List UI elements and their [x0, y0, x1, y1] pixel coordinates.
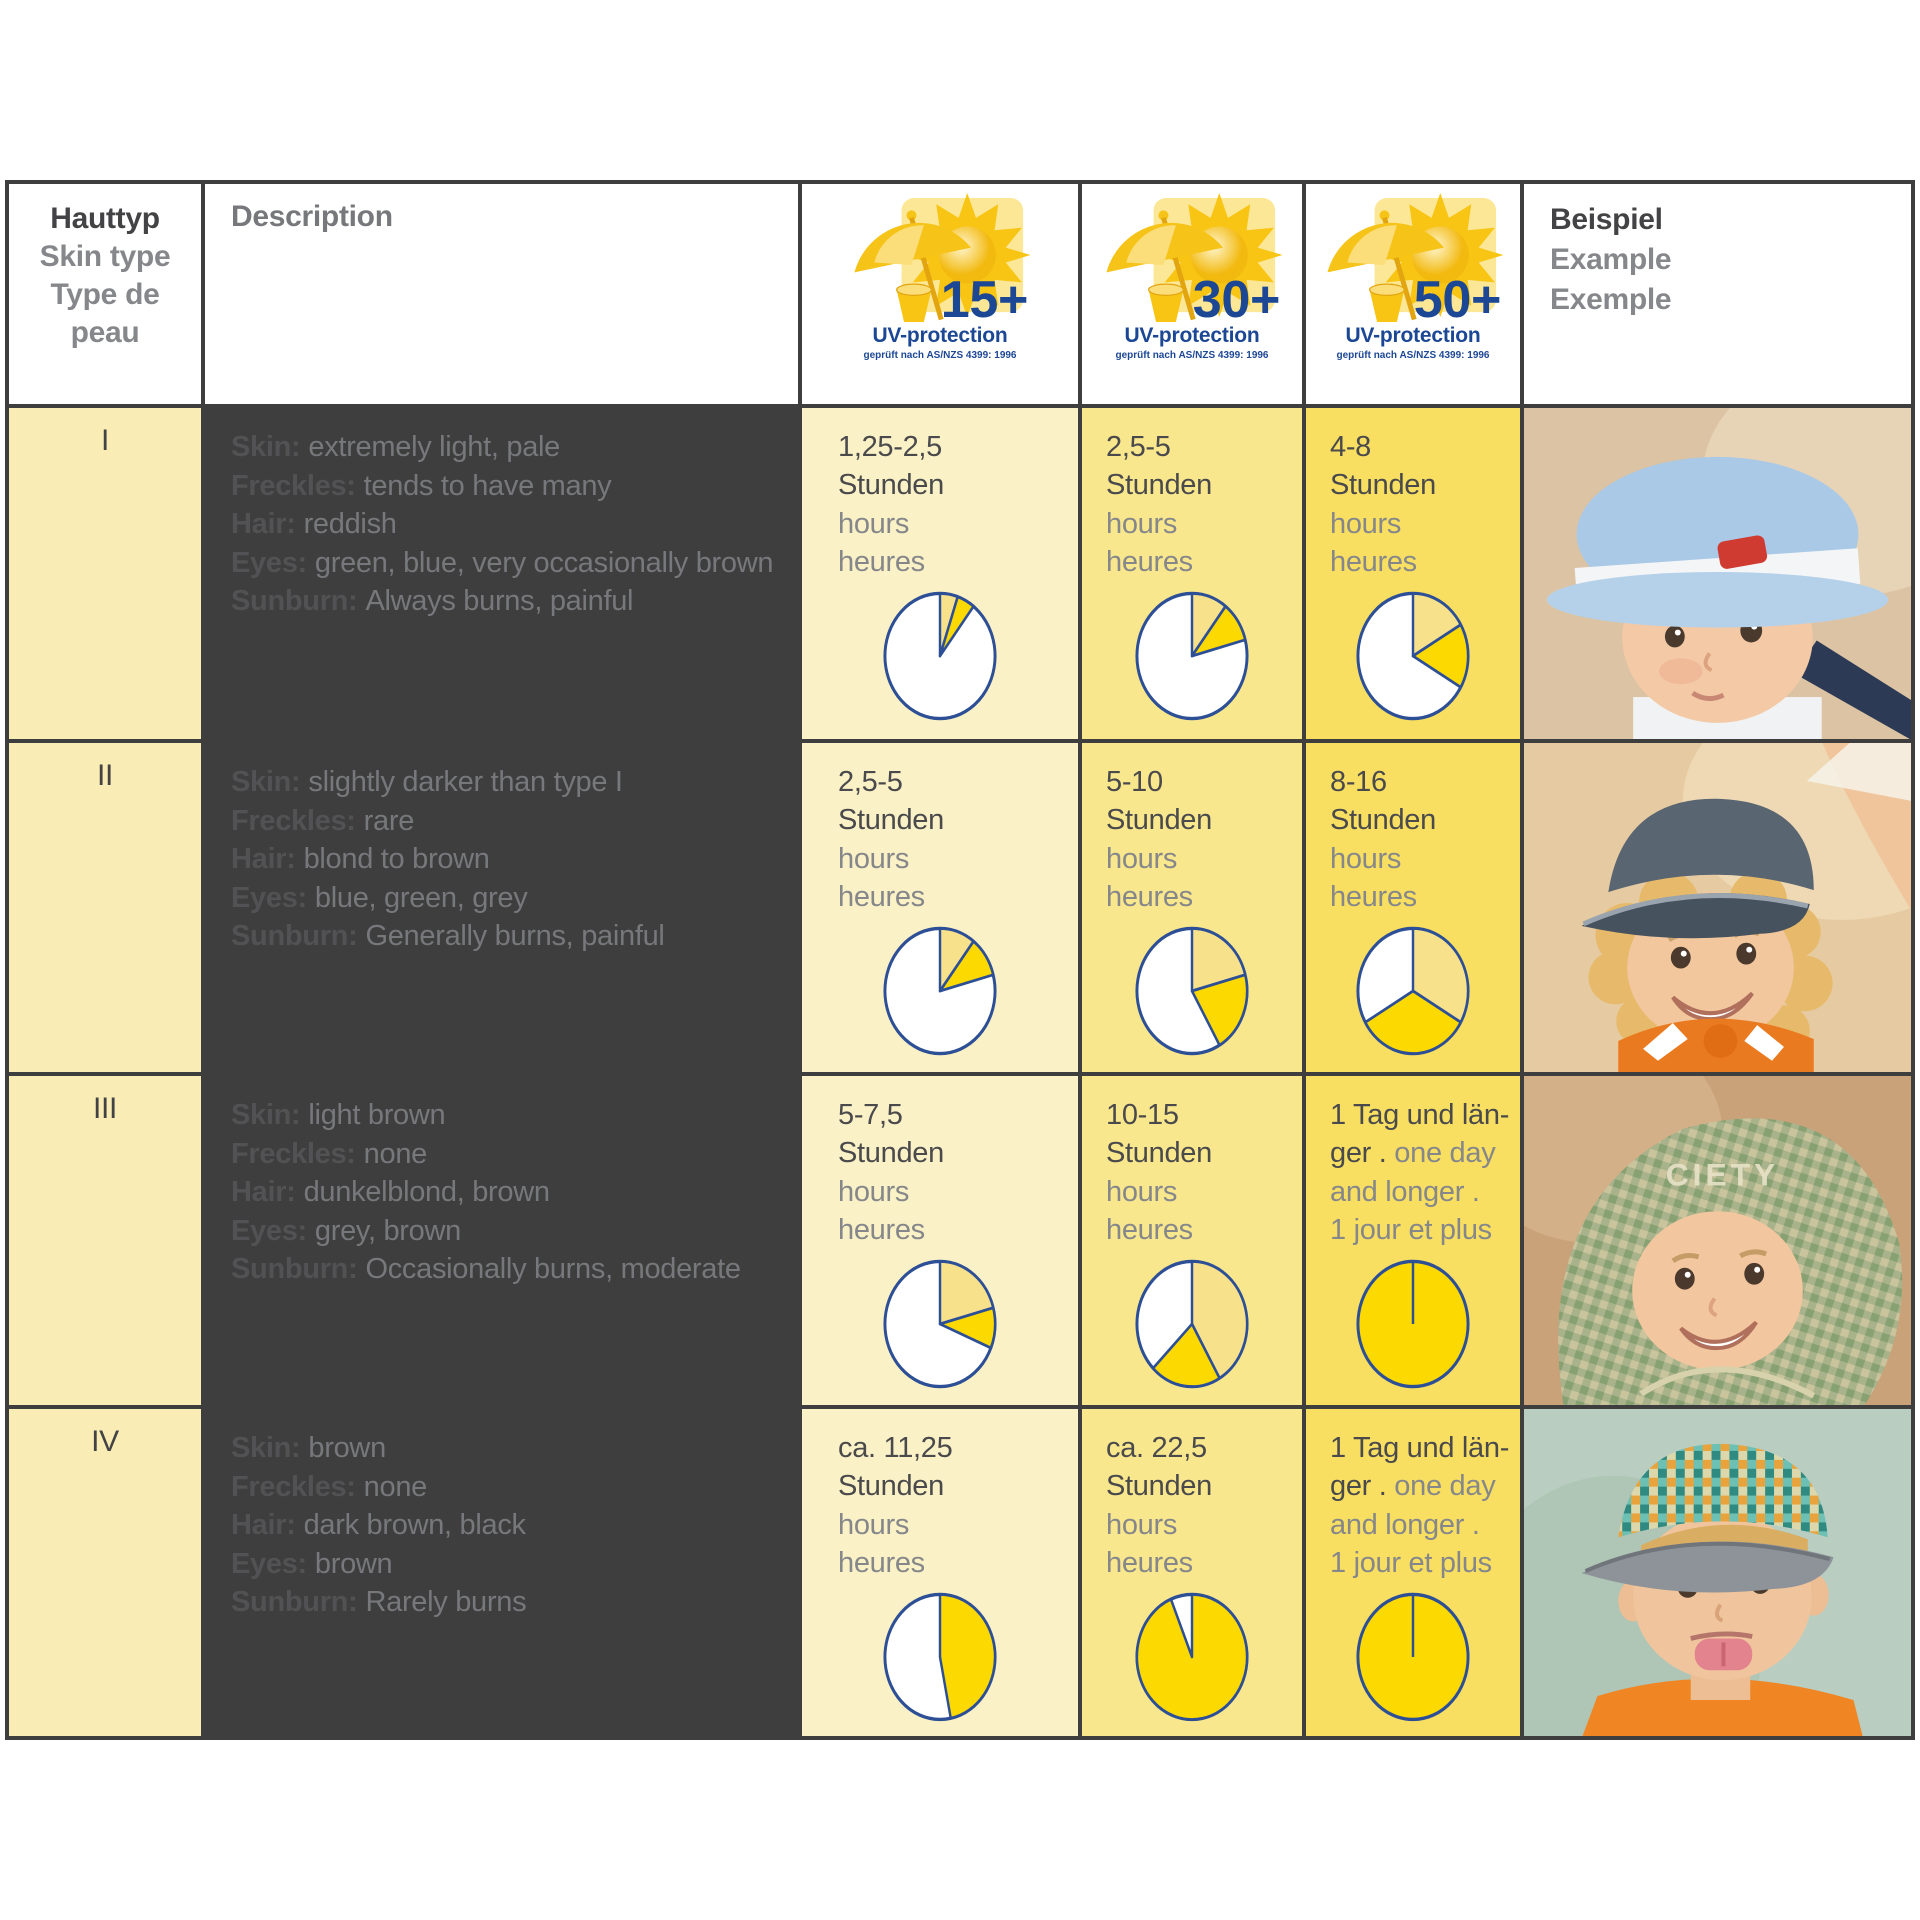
header-example-fr: Exemple: [1550, 282, 1672, 316]
exposure-pie-chart: [881, 1590, 999, 1724]
time-cell-lines: 2,5-5 Stunden hours heures: [1106, 431, 1212, 578]
exposure-pie-chart: [1133, 589, 1251, 723]
uv-protection-label: UV-protection: [1124, 324, 1260, 347]
header-uv30: [1082, 184, 1302, 404]
desc-line-sunburn: Sunburn: Generally burns, painful: [231, 920, 665, 953]
time-cell-lines: 5-7,5 Stunden hours heures: [838, 1099, 944, 1246]
photo-toddler-blue-bucket-hat: [1524, 408, 1911, 739]
time-cell-lines: 10-15 Stunden hours heures: [1106, 1099, 1212, 1246]
desc-line-hair: Hair: dunkelblond, brown: [231, 1176, 550, 1209]
example-photo-type-ii: [1524, 743, 1911, 1072]
row-label-type-ii: II: [9, 743, 201, 1072]
time-cell-ii-50: [1306, 743, 1520, 1072]
header-example-en: Example: [1550, 242, 1672, 276]
header-description-label: Description: [231, 200, 393, 233]
photo-boy-knitted-hood: [1524, 1076, 1911, 1405]
uv-protection-label: UV-protection: [1345, 324, 1481, 347]
photo-boy-grey-cap: [1524, 743, 1911, 1072]
desc-line-skin: Skin: light brown: [231, 1099, 446, 1131]
bucket-icon: [897, 284, 932, 322]
exposure-pie-chart: [1354, 1257, 1472, 1391]
bucket-icon: [1149, 284, 1184, 322]
description-type-iii: [205, 1076, 798, 1405]
description-type-i: [205, 408, 798, 739]
desc-line-skin: Skin: brown: [231, 1432, 386, 1464]
time-cell-i-15: [802, 408, 1078, 739]
desc-line-sunburn: Sunburn: Occasionally burns, moderate: [231, 1253, 741, 1286]
header-uv15: [802, 184, 1078, 404]
desc-line-sunburn: Sunburn: Always burns, painful: [231, 585, 634, 618]
exposure-pie-chart: [1133, 924, 1251, 1058]
exposure-pie-chart: [1354, 1590, 1472, 1724]
desc-line-hair: Hair: blond to brown: [231, 843, 490, 876]
row-label-type-iii: III: [9, 1076, 201, 1405]
desc-line-eyes: Eyes: brown: [231, 1547, 393, 1580]
desc-line-skin: Skin: slightly darker than type I: [231, 766, 623, 798]
header-skin-type-fr: Type de peau: [50, 278, 160, 350]
time-cell-iii-50: [1306, 1076, 1520, 1405]
desc-line-skin: Skin: extremely light, pale: [231, 431, 561, 463]
time-cell-iv-30: [1082, 1409, 1302, 1736]
exposure-pie-chart: [1354, 924, 1472, 1058]
bucket-icon: [1370, 284, 1405, 322]
time-cell-iii-30: [1082, 1076, 1302, 1405]
desc-line-hair: Hair: reddish: [231, 508, 397, 541]
header-uv50: [1306, 184, 1520, 404]
desc-line-sunburn: Sunburn: Rarely burns: [231, 1586, 527, 1619]
time-cell-ii-15: [802, 743, 1078, 1072]
example-photo-type-iv: [1524, 1409, 1911, 1736]
sun-umbrella-icon: [1099, 190, 1285, 330]
header-skin-type-en: Skin type: [39, 240, 171, 274]
uv-certification-text: geprüft nach AS/NZS 4399: 1996: [1336, 350, 1490, 361]
exposure-pie-chart: [881, 924, 999, 1058]
photo-boy-mosaic-cap: [1524, 1409, 1911, 1736]
time-cell-lines: ca. 11,25 Stunden hours heures: [838, 1432, 953, 1579]
sun-umbrella-icon: [847, 190, 1033, 330]
row-label-type-iv: IV: [9, 1409, 201, 1736]
header-skin-type: [9, 184, 201, 404]
spf-value: 30+: [1192, 271, 1281, 330]
exposure-pie-chart: [881, 589, 999, 723]
time-cell-lines: 2,5-5 Stunden hours heures: [838, 766, 944, 913]
time-cell-lines: 5-10 Stunden hours heures: [1106, 766, 1212, 913]
uv-certification-text: geprüft nach AS/NZS 4399: 1996: [1115, 350, 1269, 361]
desc-line-eyes: Eyes: green, blue, very occasionally brown: [231, 546, 774, 579]
example-photo-type-iii: [1524, 1076, 1911, 1405]
exposure-pie-chart: [1133, 1257, 1251, 1391]
exposure-pie-chart: [1133, 1590, 1251, 1724]
exposure-pie-chart: [1354, 589, 1472, 723]
sun-umbrella-icon: [1320, 190, 1506, 330]
description-type-ii: [205, 743, 798, 1072]
desc-line-eyes: Eyes: blue, green, grey: [231, 881, 528, 914]
header-example: [1524, 184, 1911, 404]
header-example-de: Beispiel: [1550, 203, 1663, 236]
row-label-type-i: I: [9, 408, 201, 739]
spf-value: 50+: [1413, 271, 1502, 330]
hat-print-text: CIETY: [1665, 1156, 1780, 1193]
header-skin-type-de: Hauttyp: [50, 202, 160, 235]
desc-line-eyes: Eyes: grey, brown: [231, 1214, 461, 1247]
time-cell-lines: 1,25-2,5 Stunden hours heures: [838, 431, 944, 578]
time-cell-lines: 1 Tag und län- ger . one day and longer . 1 jour et plus: [1330, 1432, 1510, 1579]
time-cell-i-30: [1082, 408, 1302, 739]
exposure-pie-chart: [881, 1257, 999, 1391]
time-cell-iv-50: [1306, 1409, 1520, 1736]
time-cell-lines: ca. 22,5 Stunden hours heures: [1106, 1432, 1212, 1579]
time-cell-lines: 4-8 Stunden hours heures: [1330, 431, 1436, 578]
uv-protection-table: [5, 180, 1915, 1740]
time-cell-i-50: [1306, 408, 1520, 739]
time-cell-ii-30: [1082, 743, 1302, 1072]
description-type-iv: [205, 1409, 798, 1736]
desc-line-freckles: Freckles: none: [231, 1137, 427, 1170]
example-photo-type-i: [1524, 408, 1911, 739]
time-cell-iii-15: [802, 1076, 1078, 1405]
time-cell-lines: 8-16 Stunden hours heures: [1330, 766, 1436, 913]
time-cell-lines: 1 Tag und län- ger . one day and longer . 1 jour et plus: [1330, 1099, 1510, 1246]
uv-certification-text: geprüft nach AS/NZS 4399: 1996: [863, 350, 1017, 361]
desc-line-freckles: Freckles: rare: [231, 804, 415, 837]
desc-line-freckles: Freckles: none: [231, 1470, 427, 1503]
time-cell-iv-15: [802, 1409, 1078, 1736]
uv-protection-label: UV-protection: [872, 324, 1008, 347]
desc-line-hair: Hair: dark brown, black: [231, 1509, 526, 1542]
spf-value: 15+: [940, 271, 1029, 330]
desc-line-freckles: Freckles: tends to have many: [231, 469, 612, 502]
header-description: [205, 184, 798, 404]
